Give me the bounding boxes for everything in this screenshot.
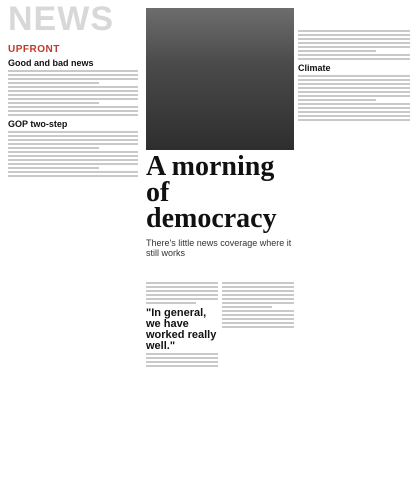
pull-quote: "In general, we have worked really well." xyxy=(146,307,217,352)
story-body-placeholder xyxy=(298,30,410,60)
feature-photo xyxy=(146,8,294,150)
headline-block xyxy=(146,151,294,258)
story-title: GOP two-step xyxy=(8,119,68,129)
article-column xyxy=(146,282,218,369)
left-column xyxy=(8,44,138,179)
article-body xyxy=(146,282,294,369)
story-body-placeholder xyxy=(8,131,138,177)
deck: There's little news coverage where it still works xyxy=(146,238,292,258)
headline: A morning of democracy xyxy=(146,151,277,234)
section-label: UPFRONT xyxy=(8,44,60,55)
story-title: Good and bad news xyxy=(8,58,94,68)
article-column xyxy=(222,282,294,369)
story-body-placeholder xyxy=(298,75,410,121)
masthead xyxy=(8,2,138,36)
masthead-logo: NEWS xyxy=(8,0,114,38)
right-column xyxy=(298,30,410,123)
story-title: Climate xyxy=(298,63,331,73)
story-body-placeholder xyxy=(8,70,138,116)
